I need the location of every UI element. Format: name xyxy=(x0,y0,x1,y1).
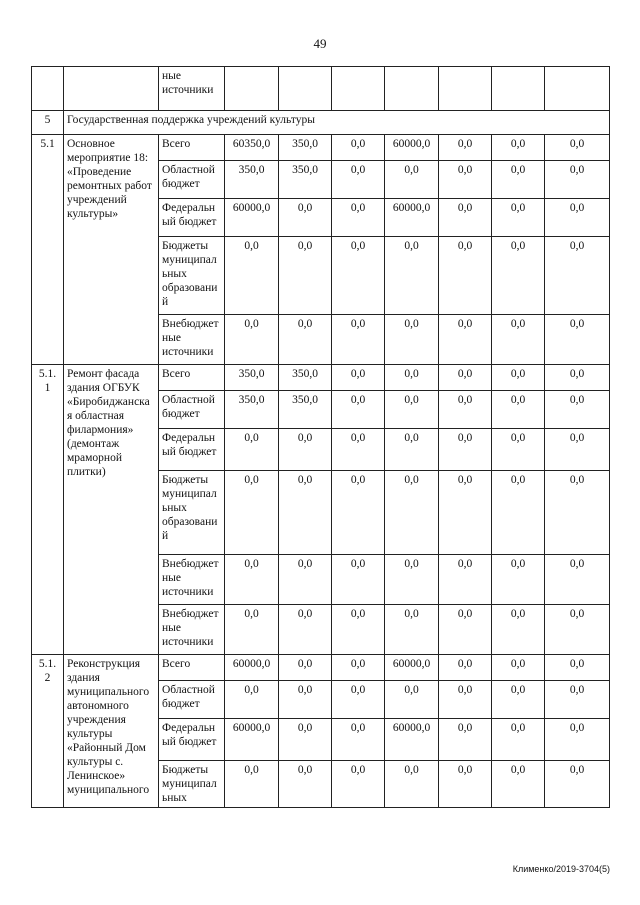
value-cell: 0,0 xyxy=(385,315,439,365)
value-cell: 350,0 xyxy=(225,391,279,429)
value-cell: 350,0 xyxy=(225,365,279,391)
value-cell: 0,0 xyxy=(332,761,385,808)
value-cell: 60000,0 xyxy=(385,655,439,681)
funding-source: Федеральн ый бюджет xyxy=(159,719,225,761)
value-cell: 350,0 xyxy=(279,161,332,199)
value-cell: 0,0 xyxy=(385,429,439,471)
value-cell xyxy=(225,67,279,111)
value-cell: 0,0 xyxy=(545,719,610,761)
value-cell: 0,0 xyxy=(439,429,492,471)
value-cell: 0,0 xyxy=(439,161,492,199)
value-cell: 0,0 xyxy=(225,315,279,365)
section-header-row xyxy=(32,111,610,135)
value-cell xyxy=(332,67,385,111)
funding-source: Областной бюджет xyxy=(159,391,225,429)
value-cell: 60000,0 xyxy=(225,199,279,237)
value-cell: 0,0 xyxy=(279,719,332,761)
section-index: 5 xyxy=(32,111,64,135)
value-cell: 0,0 xyxy=(545,135,610,161)
item-name: Ремонт фасада здания ОГБУК «Биробиджанска я областная филармония» (демонтаж мраморной плитки) xyxy=(64,365,159,655)
value-cell: 350,0 xyxy=(225,161,279,199)
document-code: Клименко/2019-3704(5) xyxy=(512,864,610,874)
value-cell: 0,0 xyxy=(439,655,492,681)
source-cell: ные источники xyxy=(159,67,225,111)
value-cell: 0,0 xyxy=(545,681,610,719)
value-cell: 0,0 xyxy=(279,555,332,605)
page-number: 49 xyxy=(313,36,327,51)
value-cell: 0,0 xyxy=(492,719,545,761)
value-cell: 0,0 xyxy=(545,605,610,655)
funding-source: Всего xyxy=(159,655,225,681)
value-cell: 0,0 xyxy=(332,161,385,199)
value-cell: 0,0 xyxy=(225,761,279,808)
value-cell: 0,0 xyxy=(439,719,492,761)
value-cell: 0,0 xyxy=(545,237,610,315)
value-cell: 0,0 xyxy=(225,605,279,655)
section-title: Государственная поддержка учреждений культуры xyxy=(64,111,610,135)
value-cell: 0,0 xyxy=(225,429,279,471)
value-cell: 0,0 xyxy=(279,655,332,681)
value-cell xyxy=(545,67,610,111)
value-cell: 0,0 xyxy=(385,471,439,555)
table-row xyxy=(32,67,610,111)
value-cell xyxy=(492,67,545,111)
value-cell: 0,0 xyxy=(545,429,610,471)
value-cell xyxy=(385,67,439,111)
value-cell: 0,0 xyxy=(279,199,332,237)
value-cell: 0,0 xyxy=(492,681,545,719)
funding-source: Внебюджет ные источники xyxy=(159,315,225,365)
value-cell: 0,0 xyxy=(439,365,492,391)
value-cell: 0,0 xyxy=(332,199,385,237)
value-cell: 0,0 xyxy=(492,471,545,555)
value-cell: 0,0 xyxy=(332,605,385,655)
value-cell: 0,0 xyxy=(225,681,279,719)
value-cell: 0,0 xyxy=(439,681,492,719)
value-cell: 0,0 xyxy=(332,719,385,761)
funding-source: Внебюджет ные источники xyxy=(159,555,225,605)
value-cell: 0,0 xyxy=(332,471,385,555)
value-cell: 0,0 xyxy=(279,681,332,719)
value-cell: 0,0 xyxy=(545,471,610,555)
value-cell: 0,0 xyxy=(545,391,610,429)
value-cell: 0,0 xyxy=(545,555,610,605)
value-cell: 0,0 xyxy=(332,315,385,365)
value-cell: 350,0 xyxy=(279,365,332,391)
value-cell: 350,0 xyxy=(279,391,332,429)
value-cell: 0,0 xyxy=(332,655,385,681)
value-cell xyxy=(439,67,492,111)
value-cell: 0,0 xyxy=(439,761,492,808)
value-cell: 0,0 xyxy=(439,199,492,237)
index-cell xyxy=(32,67,64,111)
value-cell: 0,0 xyxy=(545,161,610,199)
value-cell: 0,0 xyxy=(279,605,332,655)
value-cell: 0,0 xyxy=(439,605,492,655)
value-cell: 60000,0 xyxy=(385,135,439,161)
value-cell: 0,0 xyxy=(545,199,610,237)
value-cell: 0,0 xyxy=(332,365,385,391)
value-cell: 60000,0 xyxy=(385,719,439,761)
value-cell: 0,0 xyxy=(332,555,385,605)
table-row xyxy=(32,365,610,391)
funding-source: Бюджеты муниципал ьных xyxy=(159,761,225,808)
value-cell: 0,0 xyxy=(279,761,332,808)
value-cell: 0,0 xyxy=(332,391,385,429)
value-cell xyxy=(279,67,332,111)
value-cell: 0,0 xyxy=(545,761,610,808)
value-cell: 0,0 xyxy=(225,555,279,605)
value-cell: 0,0 xyxy=(385,605,439,655)
value-cell: 0,0 xyxy=(492,161,545,199)
value-cell: 0,0 xyxy=(279,315,332,365)
value-cell: 0,0 xyxy=(225,471,279,555)
item-index: 5.1 xyxy=(32,135,64,365)
value-cell: 0,0 xyxy=(279,429,332,471)
item-name: Основное мероприятие 18: «Проведение ремонтных работ учреждений культуры» xyxy=(64,135,159,365)
name-cell xyxy=(64,67,159,111)
value-cell: 0,0 xyxy=(439,555,492,605)
value-cell: 0,0 xyxy=(492,655,545,681)
value-cell: 0,0 xyxy=(385,237,439,315)
value-cell: 0,0 xyxy=(439,315,492,365)
value-cell: 0,0 xyxy=(279,471,332,555)
table-row xyxy=(32,135,610,161)
value-cell: 0,0 xyxy=(439,391,492,429)
value-cell: 0,0 xyxy=(385,391,439,429)
funding-source: Бюджеты муниципал ьных образовани й xyxy=(159,237,225,315)
value-cell: 0,0 xyxy=(545,315,610,365)
value-cell: 0,0 xyxy=(492,605,545,655)
value-cell: 0,0 xyxy=(545,655,610,681)
value-cell: 0,0 xyxy=(492,315,545,365)
value-cell: 60000,0 xyxy=(225,719,279,761)
value-cell: 0,0 xyxy=(492,199,545,237)
value-cell: 0,0 xyxy=(279,237,332,315)
value-cell: 0,0 xyxy=(385,365,439,391)
value-cell: 0,0 xyxy=(492,761,545,808)
budget-table xyxy=(31,66,610,808)
value-cell: 0,0 xyxy=(492,237,545,315)
value-cell: 0,0 xyxy=(492,135,545,161)
value-cell: 0,0 xyxy=(332,681,385,719)
value-cell: 0,0 xyxy=(439,135,492,161)
funding-source: Областной бюджет xyxy=(159,681,225,719)
funding-source: Бюджеты муниципал ьных образовани й xyxy=(159,471,225,555)
value-cell: 0,0 xyxy=(385,681,439,719)
value-cell: 0,0 xyxy=(492,429,545,471)
table-body xyxy=(32,67,610,808)
funding-source: Федеральн ый бюджет xyxy=(159,199,225,237)
value-cell: 0,0 xyxy=(439,471,492,555)
value-cell: 0,0 xyxy=(332,135,385,161)
funding-source: Всего xyxy=(159,135,225,161)
value-cell: 0,0 xyxy=(492,391,545,429)
value-cell: 0,0 xyxy=(332,429,385,471)
funding-source: Внебюджет ные источники xyxy=(159,605,225,655)
funding-source: Областной бюджет xyxy=(159,161,225,199)
value-cell: 0,0 xyxy=(439,237,492,315)
value-cell: 0,0 xyxy=(385,161,439,199)
value-cell: 0,0 xyxy=(492,555,545,605)
value-cell: 0,0 xyxy=(385,761,439,808)
value-cell: 60350,0 xyxy=(225,135,279,161)
value-cell: 60000,0 xyxy=(225,655,279,681)
value-cell: 0,0 xyxy=(385,555,439,605)
value-cell: 0,0 xyxy=(225,237,279,315)
value-cell: 0,0 xyxy=(492,365,545,391)
value-cell: 0,0 xyxy=(545,365,610,391)
value-cell: 0,0 xyxy=(332,237,385,315)
item-index: 5.1. 2 xyxy=(32,655,64,808)
value-cell: 350,0 xyxy=(279,135,332,161)
funding-source: Всего xyxy=(159,365,225,391)
table-row xyxy=(32,655,610,681)
funding-source: Федеральн ый бюджет xyxy=(159,429,225,471)
item-index: 5.1. 1 xyxy=(32,365,64,655)
value-cell: 60000,0 xyxy=(385,199,439,237)
item-name: Реконструкция здания муниципального автономного учреждения культуры «Районный Дом культуры с. Ленинское» муниципального xyxy=(64,655,159,808)
